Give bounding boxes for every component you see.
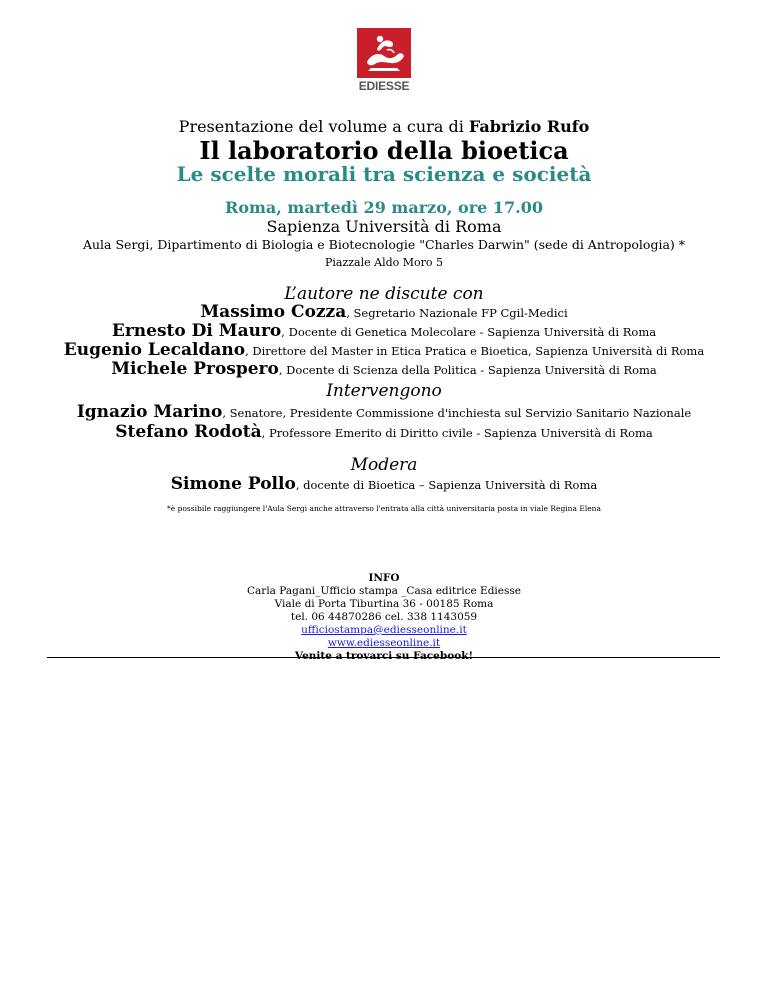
discussants-heading: L’autore ne discute con bbox=[284, 284, 484, 304]
person-name: Massimo Cozza bbox=[200, 302, 347, 322]
speaker-row bbox=[0, 422, 768, 442]
info-phone: tel. 06 44870286 cel. 338 1143059 bbox=[290, 611, 478, 623]
moderator-row bbox=[0, 474, 768, 494]
person-role: , docente di Bioetica – Sapienza Università di Roma bbox=[295, 478, 598, 492]
book-subtitle: Le scelte morali tra scienza e società bbox=[176, 162, 592, 186]
info-heading: INFO bbox=[368, 572, 400, 584]
email-link[interactable]: ufficiostampa@ediesseonline.it bbox=[301, 624, 467, 636]
event-address: Piazzale Aldo Moro 5 bbox=[324, 256, 444, 269]
person-role: , Docente di Scienza della Politica - Sapienza Università di Roma bbox=[278, 363, 657, 377]
moderator-heading: Modera bbox=[350, 455, 418, 475]
info-street: Viale di Porta Tiburtina 36 - 00185 Roma bbox=[274, 598, 494, 610]
publisher-logo bbox=[357, 28, 411, 92]
person-name: Michele Prospero bbox=[111, 359, 279, 379]
intro-line bbox=[0, 117, 768, 136]
discussant-row bbox=[0, 359, 768, 379]
person-name: Stefano Rodotà bbox=[115, 422, 262, 442]
info-contact: Carla Pagani_Ufficio stampa _Casa editrice Ediesse bbox=[247, 585, 521, 597]
logo-figure-icon bbox=[357, 28, 411, 78]
facebook-callout: Venite a trovarci su Facebook! bbox=[294, 650, 474, 662]
book-title: Il laboratorio della bioetica bbox=[199, 136, 569, 165]
discussant-row bbox=[0, 302, 768, 322]
intro-text: Presentazione del volume a cura di bbox=[178, 117, 469, 136]
speaker-row bbox=[0, 402, 768, 422]
person-name: Eugenio Lecaldano bbox=[63, 340, 246, 360]
person-role: , Senatore, Presidente Commissione d'inchiesta sul Servizio Sanitario Nazionale bbox=[222, 406, 692, 420]
person-name: Ignazio Marino bbox=[76, 402, 223, 422]
info-block bbox=[0, 572, 768, 663]
person-role: , Direttore del Master in Etica Pratica e Bioetica, Sapienza Università di Roma bbox=[245, 344, 705, 358]
event-room: Aula Sergi, Dipartimento di Biologia e Biotecnologie "Charles Darwin" (sede di Antropologia) * bbox=[82, 237, 685, 252]
discussant-row bbox=[0, 340, 768, 360]
logo-wordmark: EDIESSE bbox=[358, 79, 410, 93]
person-name: Ernesto Di Mauro bbox=[111, 321, 282, 341]
event-date: Roma, martedì 29 marzo, ore 17.00 bbox=[225, 198, 543, 217]
footer-divider bbox=[47, 657, 720, 658]
website-link[interactable]: www.ediesseonline.it bbox=[327, 637, 441, 649]
access-footnote: *è possibile raggiungere l'Aula Sergi anche attraverso l'entrata alla città universitaria posta in viale Regina Elena bbox=[167, 504, 601, 513]
person-role: , Professore Emerito di Diritto civile - Sapienza Università di Roma bbox=[261, 426, 653, 440]
discussant-row bbox=[0, 321, 768, 341]
person-role: , Segretario Nazionale FP Cgil-Medici bbox=[346, 306, 568, 320]
person-role: , Docente di Genetica Molecolare - Sapienza Università di Roma bbox=[281, 325, 657, 339]
person-name: Simone Pollo bbox=[170, 474, 296, 494]
speakers-heading: Intervengono bbox=[326, 381, 442, 401]
logo-mark bbox=[357, 28, 411, 78]
event-venue: Sapienza Università di Roma bbox=[266, 217, 502, 236]
editor-name: Fabrizio Rufo bbox=[468, 117, 590, 136]
